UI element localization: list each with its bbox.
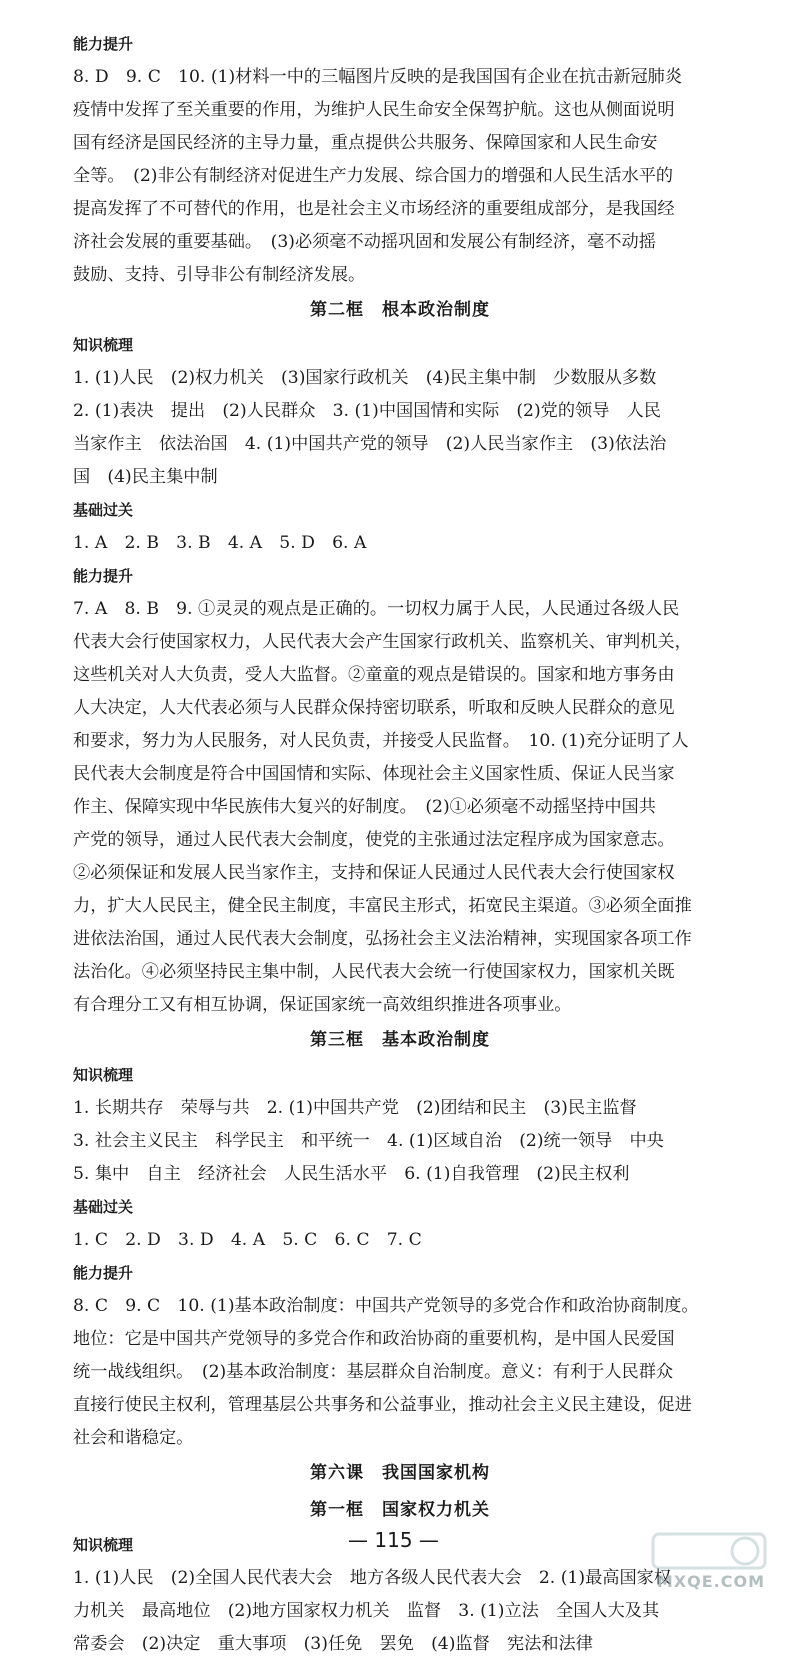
answer-line: 人大决定，人大代表必须与人民群众保持密切联系，听取和反映人民群众的意见: [73, 698, 675, 718]
answer-line: 直接行使民主权利，管理基层公共事务和公益事业，推动社会主义民主建设，促进: [73, 1395, 692, 1415]
answer-line: 力，扩大人民民主，健全民主制度，丰富民主形式，拓宽民主渠道。③必须全面推: [73, 896, 692, 916]
answer-line: 8. D 9. C 10. (1)材料一中的三幅图片反映的是我国国有企业在抗击新冠肺炎: [73, 67, 683, 87]
answer-line: 这些机关对人大负责，受人大监督。②童童的观点是错误的。国家和地方事务由: [73, 665, 675, 685]
answer-content: [73, 28, 727, 1661]
answer-line: 1. C 2. D 3. D 4. A 5. C 6. C 7. C: [73, 1230, 422, 1250]
answer-line: 全等。 (2)非公有制经济对促进生产力发展、综合国力的增强和人民生活水平的: [73, 166, 674, 186]
answer-line: 作主、保障实现中华民族伟大复兴的好制度。 (2)①必须毫不动摇坚持中国共: [73, 797, 656, 817]
answer-line: 力机关 最高地位 (2)地方国家权力机关 监督 3. (1)立法 全国人大及其: [73, 1601, 660, 1621]
answer-line: 常委会 (2)决定 重大事项 (3)任免 罢免 (4)监督 宪法和法律: [73, 1634, 593, 1654]
answer-line: 有合理分工又有相互协调，保证国家统一高效组织推进各项事业。: [73, 995, 572, 1015]
section-label: 基础过关: [73, 501, 134, 519]
answer-line: 国 (4)民主集中制: [73, 467, 218, 487]
answer-line: 产党的领导，通过人民代表大会制度，使党的主张通过法定程序成为国家意志。: [73, 830, 675, 850]
answer-line: 7. A 8. B 9. ①灵灵的观点是正确的。一切权力属于人民，人民通过各级人民: [73, 599, 680, 619]
page-number: — 115 —: [348, 1528, 439, 1552]
answer-line: 8. C 9. C 10. (1)基本政治制度：中国共产党领导的多党合作和政治协商制度。: [73, 1296, 699, 1316]
answer-line: 法治化。④必须坚持民主集中制，人民代表大会统一行使国家权力，国家机关既: [73, 962, 675, 982]
answer-line: 提高发挥了不可替代的作用，也是社会主义市场经济的重要组成部分，是我国经: [73, 199, 675, 219]
answer-line: 当家作主 依法治国 4. (1)中国共产党的领导 (2)人民当家作主 (3)依法治: [73, 434, 667, 454]
answer-line: 济社会发展的重要基础。 (3)必须毫不动摇巩固和发展公有制经济，毫不动摇: [73, 232, 656, 252]
answer-line: 1. 长期共存 荣辱与共 2. (1)中国共产党 (2)团结和民主 (3)民主监督: [73, 1098, 637, 1118]
answer-line: 鼓励、支持、引导非公有制经济发展。: [73, 265, 366, 285]
section-heading: 第六课 我国国家机构: [310, 1463, 490, 1483]
answer-line: 1. A 2. B 3. B 4. A 5. D 6. A: [73, 533, 367, 553]
section-label: 能力提升: [73, 35, 134, 53]
answer-line: 进依法治国，通过人民代表大会制度，弘扬社会主义法治精神，实现国家各项工作: [73, 929, 692, 949]
answer-line: 国有经济是国民经济的主导力量，重点提供公共服务、保障国家和人民生命安: [73, 133, 658, 153]
answer-line: 民代表大会制度是符合中国国情和实际、体现社会主义国家性质、保证人民当家: [73, 764, 675, 784]
answer-line: 1. (1)人民 (2)权力机关 (3)国家行政机关 (4)民主集中制 少数服从多数: [73, 368, 657, 388]
answer-line: 5. 集中 自主 经济社会 人民生活水平 6. (1)自我管理 (2)民主权利: [73, 1164, 630, 1184]
answer-line: 统一战线组织。 (2)基本政治制度：基层群众自治制度。意义：有利于人民群众: [73, 1362, 674, 1382]
section-label: 知识梳理: [73, 1536, 134, 1554]
answer-line: ②必须保证和发展人民当家作主，支持和保证人民通过人民代表大会行使国家权: [73, 863, 675, 883]
section-label: 知识梳理: [73, 336, 134, 354]
answer-line: 代表大会行使国家权力，人民代表大会产生国家行政机关、监察机关、审判机关，: [73, 632, 692, 652]
section-label: 能力提升: [73, 567, 134, 585]
section-label: 知识梳理: [73, 1066, 134, 1084]
answer-line: 和要求，努力为人民服务，对人民负责，并接受人民监督。 10. (1)充分证明了人: [73, 731, 689, 751]
answer-line: 社会和谐稳定。: [73, 1428, 194, 1448]
section-label: 能力提升: [73, 1264, 134, 1282]
answer-line: 2. (1)表决 提出 (2)人民群众 3. (1)中国国情和实际 (2)党的领导 人民: [73, 401, 661, 421]
answer-line: 3. 社会主义民主 科学民主 和平统一 4. (1)区域自治 (2)统一领导 中央: [73, 1131, 664, 1151]
answer-line: 地位：它是中国共产党领导的多党合作和政治协商的重要机构，是中国人民爱国: [73, 1329, 675, 1349]
section-label: 基础过关: [73, 1198, 134, 1216]
section-heading: 第二框 根本政治制度: [310, 300, 490, 320]
answer-line: 1. (1)人民 (2)全国人民代表大会 地方各级人民代表大会 2. (1)最高国家权: [73, 1568, 672, 1588]
section-heading: 第一框 国家权力机关: [310, 1500, 490, 1520]
section-heading: 第三框 基本政治制度: [310, 1030, 490, 1050]
answer-line: 疫情中发挥了至关重要的作用，为维护人民生命安全保驾护航。这也从侧面说明: [73, 100, 675, 120]
watermark-text: MXQE.COM: [656, 1572, 765, 1591]
